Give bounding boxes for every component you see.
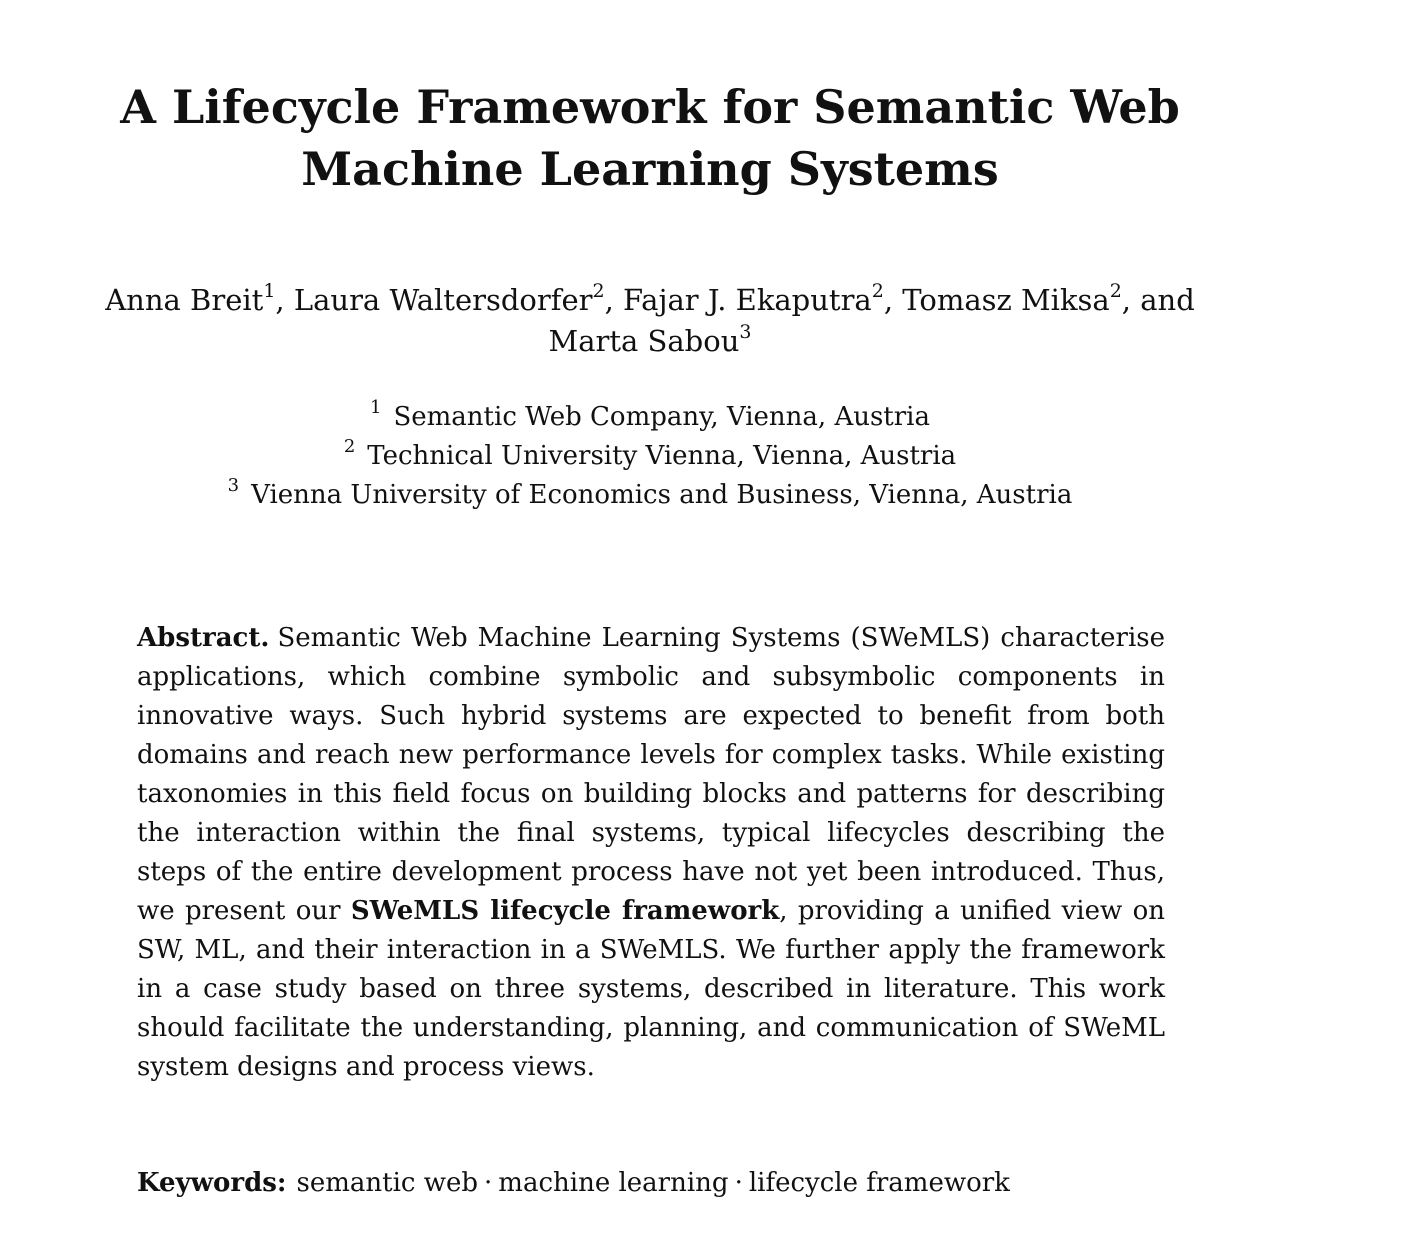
keywords-label: Keywords: <box>137 1168 287 1198</box>
abstract-highlight: SWeMLS lifecycle framework <box>350 896 780 926</box>
affiliation-list <box>0 398 1300 515</box>
keywords <box>137 1164 1165 1203</box>
author-name: Tomasz Miksa <box>902 283 1110 317</box>
abstract-label: Abstract. <box>137 623 270 653</box>
author-name: Marta Sabou <box>548 324 740 358</box>
author-name: Anna Breit <box>105 283 264 317</box>
author-affiliation-mark: 1 <box>263 280 276 303</box>
affiliation-number: 1 <box>370 397 382 419</box>
paper-title <box>0 76 1300 200</box>
keyword-item: lifecycle framework <box>748 1168 1010 1198</box>
title-line-2: Machine Learning Systems <box>301 142 999 196</box>
keyword-item: semantic web <box>296 1168 479 1198</box>
author-affiliation-mark: 3 <box>739 321 752 344</box>
keyword-separator: · <box>484 1168 493 1198</box>
affiliation-item <box>0 437 1300 476</box>
author-line-2 <box>0 321 1300 362</box>
title-line-1: A Lifecycle Framework for Semantic Web <box>120 80 1180 134</box>
affiliation-text: Technical University Vienna, Vienna, Austria <box>367 441 957 471</box>
author-affiliation-mark: 2 <box>1109 280 1122 303</box>
affiliation-text: Vienna University of Economics and Business, Vienna, Austria <box>251 480 1073 510</box>
keyword-separator: · <box>734 1168 743 1198</box>
author-line-1: Anna Breit$^1$, Laura Waltersdorfer$^2$, Fajar J. Ekaputra$^2$, Tomasz Miksa$^2$, and <box>105 280 1195 317</box>
author-affiliation-mark: 2 <box>592 280 605 303</box>
keyword-item: machine learning <box>498 1168 729 1198</box>
affiliation-number: 3 <box>227 475 240 497</box>
affiliation-item <box>0 398 1300 437</box>
affiliation-text: Semantic Web Company, Vienna, Austria <box>393 402 930 432</box>
author-name: Laura Waltersdorfer <box>293 283 593 317</box>
abstract-text-start: Semantic Web Machine Learning Systems (SWeMLS) characterise applications, which combine symbolic and subsymbolic components in innovative ways. Such hybrid systems are expected to benefit from both domains and reach new performance levels for complex tasks. While existing taxonomies in this field focus on building blocks and patterns for describing the interaction within the final systems, typical lifecycles describing the steps of the entire development process have not yet been introduced. Thus, we present our <box>137 623 1165 926</box>
affiliation-item <box>0 476 1300 515</box>
abstract-text-end: , providing a unified view on SW, ML, and their interaction in a SWeMLS. We further apply the framework in a case study based on three systems, described in literature. This work should facilitate the understanding, planning, and communication of SWeML system designs and process views. <box>137 896 1165 1082</box>
author-joiner: and <box>1140 283 1195 317</box>
author-list <box>0 280 1300 362</box>
author-affiliation-mark: 2 <box>871 280 884 303</box>
author-name: Fajar J. Ekaputra <box>623 283 872 317</box>
affiliation-number: 2 <box>343 436 356 458</box>
abstract <box>137 619 1165 1087</box>
